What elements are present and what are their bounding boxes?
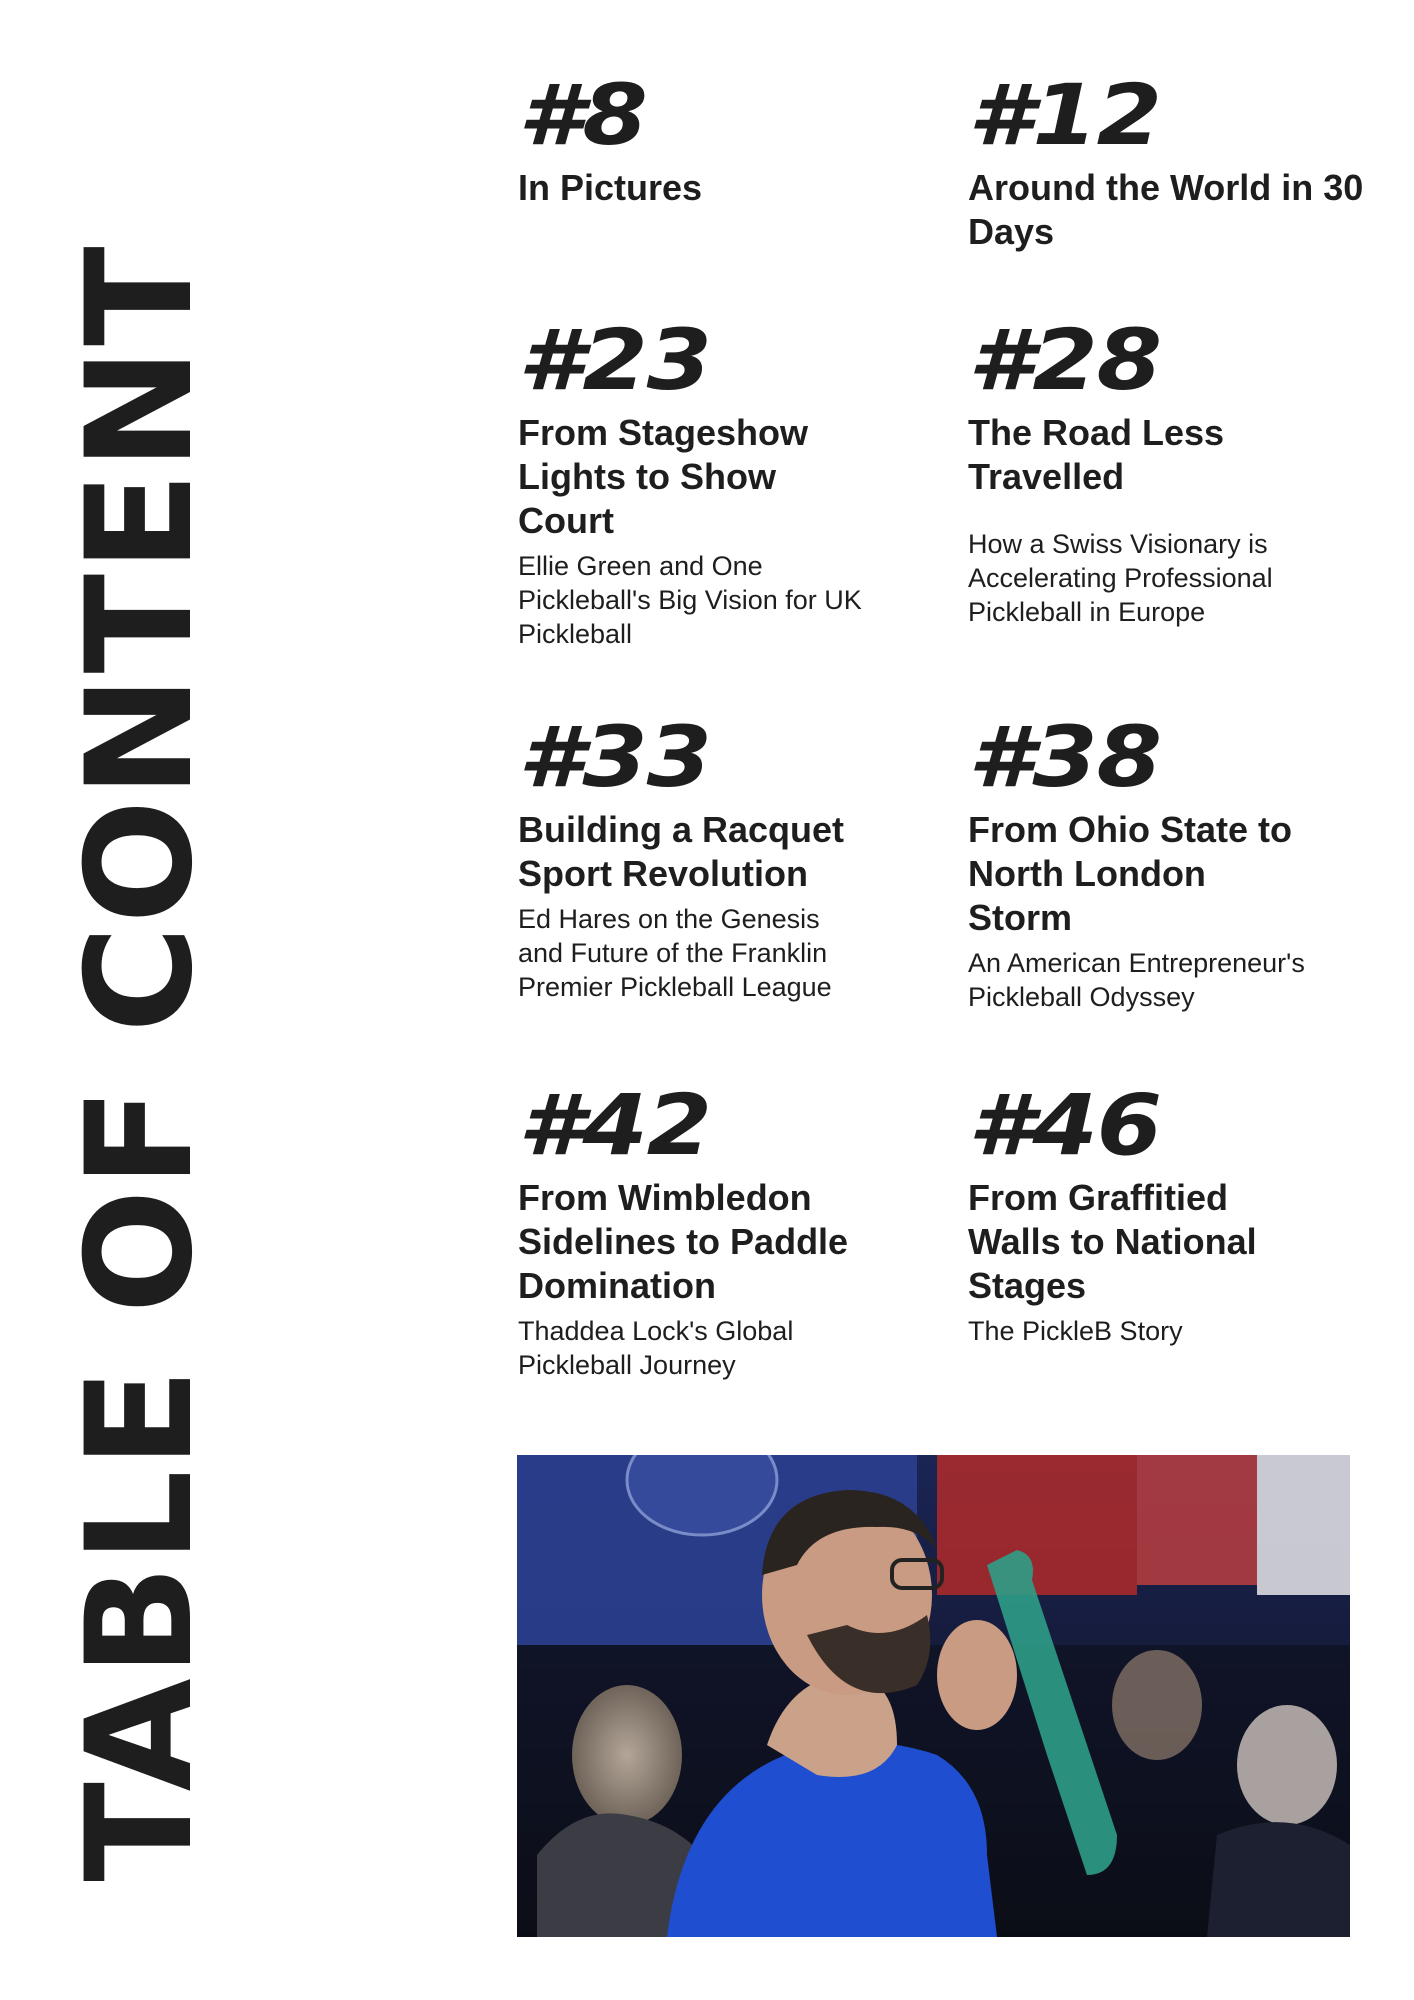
background-person-3-body	[1207, 1822, 1350, 1937]
entry-subtitle: An American Entrepreneur's Pickleball Odyssey	[968, 948, 1305, 1012]
entry-page-number: #8	[518, 66, 647, 164]
main-person-hand	[937, 1620, 1017, 1730]
red-banner-2	[1137, 1455, 1257, 1585]
red-banner	[937, 1455, 1137, 1595]
entry-subtitle: Ed Hares on the Genesis and Future of the Franklin Premier Pickleball League	[518, 904, 832, 1002]
toc-entry[interactable]	[518, 311, 878, 651]
entry-title: From Ohio State to North London Storm	[968, 809, 1292, 938]
entry-page-number: #23	[518, 311, 712, 409]
entry-page-number: #28	[968, 311, 1162, 409]
entry-page-number: #42	[518, 1076, 712, 1174]
entry-title: The Road Less Travelled	[968, 412, 1225, 497]
background-person-head	[572, 1685, 682, 1825]
toc-entry[interactable]	[968, 66, 1368, 254]
entry-subtitle: How a Swiss Visionary is Accelerating Professional Pickleball in Europe	[968, 529, 1273, 627]
photo-illustration	[517, 1455, 1350, 1937]
entry-page-number: #46	[968, 1076, 1162, 1174]
entry-title: From Graffitied Walls to National Stages	[968, 1177, 1257, 1306]
vertical-page-title: TABLE OF CONTENT	[55, 243, 225, 1882]
toc-entry[interactable]	[968, 708, 1313, 1014]
toc-entry[interactable]	[968, 311, 1313, 629]
entry-page-number: #33	[518, 708, 712, 806]
toc-entry[interactable]	[518, 708, 918, 1004]
entry-title: From Stageshow Lights to Show Court	[518, 412, 809, 541]
background-person-2-head	[1112, 1650, 1202, 1760]
toc-entry[interactable]	[518, 1076, 918, 1382]
toc-entry[interactable]	[968, 1076, 1313, 1348]
entry-title: Around the World in 30 Days	[968, 167, 1364, 252]
toc-entry[interactable]	[518, 66, 918, 210]
entry-subtitle: Ellie Green and One Pickleball's Big Vision for UK Pickleball	[518, 551, 862, 649]
entry-page-number: #12	[968, 66, 1162, 164]
entry-title: From Wimbledon Sidelines to Paddle Domination	[518, 1177, 849, 1306]
white-banner	[1257, 1455, 1350, 1595]
feature-photo	[517, 1455, 1350, 1937]
background-person-3-head	[1237, 1705, 1337, 1825]
entry-subtitle: The PickleB Story	[968, 1316, 1183, 1346]
entry-subtitle: Thaddea Lock's Global Pickleball Journey	[518, 1316, 794, 1380]
entry-title: Building a Racquet Sport Revolution	[518, 809, 845, 894]
entry-title: In Pictures	[518, 167, 703, 208]
entry-page-number: #38	[968, 708, 1162, 806]
